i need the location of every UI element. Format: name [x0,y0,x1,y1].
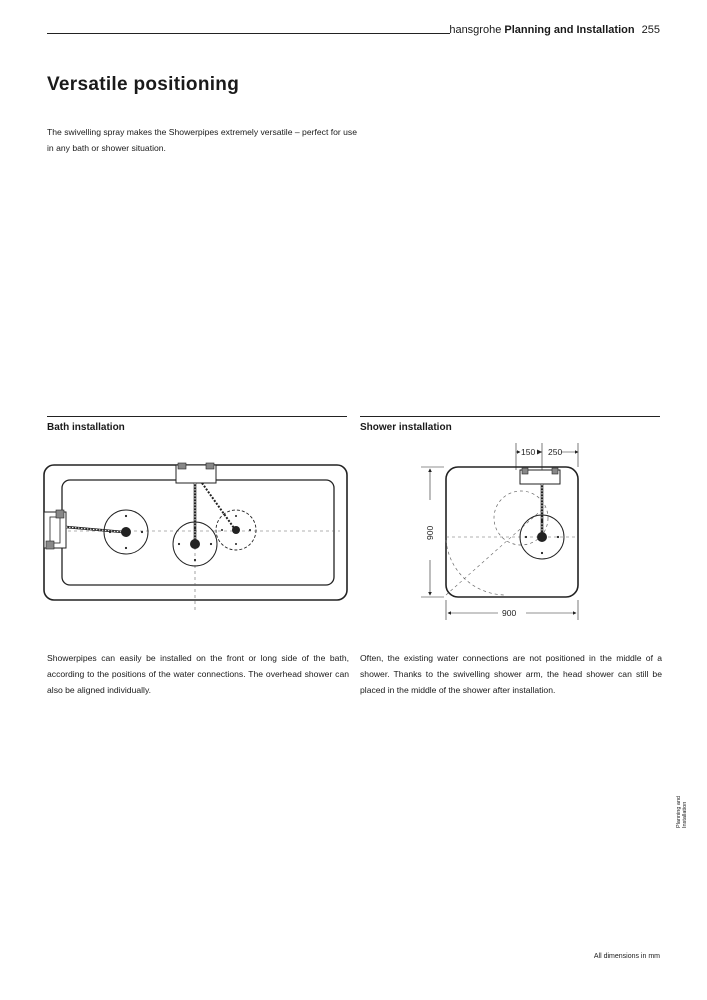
bath-heading: Bath installation [47,422,125,433]
bath-inner-basin [62,480,334,585]
shower-section-rule [360,416,660,417]
page-number: 255 [641,24,660,36]
shower-description: Often, the existing water connections are not positioned in the middle of a shower. Thanks to the swivelling shower arm, the head shower can still be placed in the middle of the shower after installation. [360,653,662,695]
side-tab-line1: Planning and [676,795,682,828]
dim-250-label: 250 [548,447,563,457]
intro-paragraph: The swivelling spray makes the Showerpipes extremely versatile – perfect for use in any bath or shower situation. [47,127,357,153]
bath-description: Showerpipes can easily be installed on the front or long side of the bath, according to the positions of the water connections. The overhead shower can also be aligned individually. [47,653,349,695]
long-side-showerpipe [173,463,256,566]
shower-heading: Shower installation [360,422,452,433]
bath-section-rule [47,416,347,417]
dim-150-label: 150 [521,447,536,457]
side-tab-line2: Installation [682,801,688,828]
running-header [449,24,660,36]
dim-900-vertical-label: 900 [425,525,435,540]
header-rule [47,33,450,34]
page-title: Versatile positioning [47,74,240,95]
footer-note: All dimensions in mm [593,953,660,960]
dim-900-horizontal-label: 900 [502,608,517,618]
front-showerpipe [44,510,148,554]
bath-installation-diagram [40,455,352,615]
header-section: Planning and Installation [504,24,635,36]
header-brand: hansgrohe [449,24,502,36]
side-tab [676,788,692,828]
shower-installation-diagram [416,440,586,625]
